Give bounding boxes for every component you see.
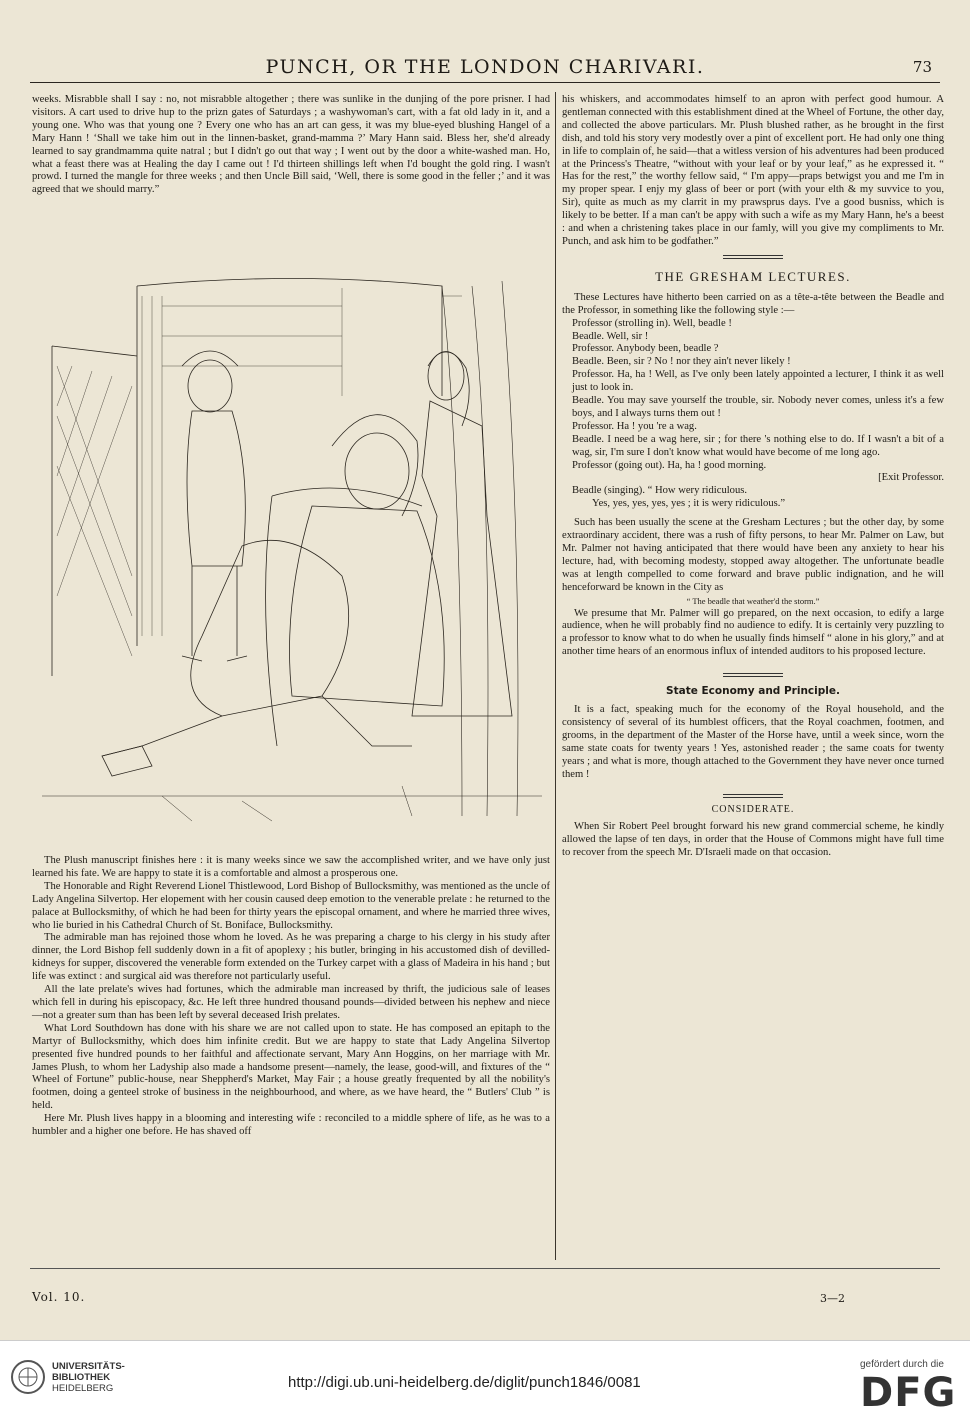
dialogue-line: Beadle. You may save yourself the trouble, sir. Nobody never comes, unless it's a few boys, and I always turns them out ! — [572, 395, 944, 419]
paragraph: It is a fact, speaking much for the economy of the Royal household, and the consistency of several of its humblest officers, that the Royal coachmen, footmen, and grooms, in the department of the Master of the Horse have, until a week since, worn the same state coats for twenty years ! Yes, astonished reader ; the same coats for twenty years ; and what is more, though attached to the Government they have never once turned them ! — [562, 704, 944, 780]
library-name — [52, 1361, 125, 1394]
library-line-1: UNIVERSITÄTS- — [52, 1361, 125, 1372]
page-header — [30, 56, 940, 83]
plush-letter-end: weeks. Misrabble shall I say : no, not misrabble altogether ; there was sunlike in the dunjing of the pore prisner. I had visitors. A cart used to drive hup to the prizn gates of Saturdays ; a washywoman's cart, with a fat old lady in it, and a young one. Who was that young one ? Every one who has an art can gess, it was my blue-eyed blushing Hangel of a Mary Hann ! ‘Shall we take him out in the linnen-basket, grand-mamma ?’ Mary Hann said. Bless her, she'd already learned to say grandmamma quite natral ; but I didn't go out that way ; I went out by the door a white-washed man. Ho, what a feast there was at Healing the day I came out ! I'd thirteen shillings left when I'd bought the gold ring. I wasn't prowd. I turned the mangle for three weeks ; and then Uncle Bill said, ‘Well, there is some good in the feller ;’ and it was agreed that we should marry.” — [32, 94, 550, 196]
funded-by-label: gefördert durch die — [860, 1359, 944, 1370]
signature-mark: 3—2 — [820, 1292, 845, 1305]
dialogue-line: Yes, yes, yes, yes, yes ; it is wery ridiculous.” — [592, 498, 786, 510]
university-seal-icon — [10, 1359, 46, 1395]
dfg-logo: DFG — [860, 1370, 957, 1416]
state-economy-heading: State Economy and Principle. — [666, 685, 840, 698]
plush-story-end: his whiskers, and accommodates himself to an apron with perfect good humour. A gentleman connected with this establishment dined at the Wheel of Fortune, the other day, and collected the above particulars. Mr. Plush blushed rather, as he brought in the first dish, and told his story very modestly over a pint of excellent port. He had only one thing in life to complain of, he said—that a witless version of his adventures had been produced at the Princess's Theatre, “without with your leaf or by your leaf,” as he expressed it. “ Has for the rest,” the worthy fellow said, “ I'm appy—praps betwigst you and me I'm in my proper spear. I enjy my glass of beer or port (with your elth & my suvvice to you, Sir), quite as much as my clarrit in my prawsprus days. I've a good busniss, which is likely to be better. If a man can't be appy with such a wife as my Mary Hann, he's a beest : and when a christening takes place in our famly, will you give my compliments to Mr. Punch, and ask him to be godfather.” — [562, 94, 944, 247]
volume-label: Vol. 10. — [32, 1290, 86, 1304]
stage-direction: [Exit Professor. — [878, 472, 944, 484]
page-number: 73 — [912, 58, 932, 76]
digitization-footer — [0, 1340, 970, 1422]
paragraph: When Sir Robert Peel brought forward his new grand commercial scheme, he kindly allowed the lapse of ten days, in order that the House of Commons might have full time to recover from the speech Mr. D'Israeli made on that occasion. — [562, 821, 944, 859]
dialogue-line: Beadle. Well, sir ! — [572, 330, 649, 342]
paragraph: Such has been usually the scene at the Gresham Lectures ; but the other day, by some extraordinary accident, there was a rush of fifty persons, to hear Mr. Palmer on Law, but Mr. Palmer not having anticipated that there would have been any anxiety to hear his lecture, had, with becoming modesty, stopped away altogether. The unfortunate beadle was at length compelled to come forward and brave public indignation, and he will henceforward be known in the City as — [562, 517, 944, 593]
dialogue — [562, 318, 944, 512]
dialogue-line: Beadle. Been, sir ? No ! nor they ain't never likely ! — [572, 356, 791, 368]
dialogue-line: Beadle (singing). “ How wery ridiculous. — [572, 485, 748, 497]
caption-quote: “ The beadle that weather'd the storm.” — [686, 595, 820, 606]
dialogue-line: Professor. Ha ! you 're a wag. — [572, 420, 697, 432]
engraving-illustration — [42, 276, 542, 836]
paragraph: What Lord Southdown has done with his share we are not called upon to state. He has composed an epitaph to the Martyr of Bullocksmithy, which does him infinite credit. But we are happy to state that Lady Angelina Silvertop presented five hundred pounds to her faithful and affectionate servant, Mary Ann Hoggins, on her marriage with Mr. James Plush, to whom her Ladyship also made a handsome present—namely, the lease, good-will, and fixtures of the “ Wheel of Fortune” public-house, near Sheppherd's Market, May Fair ; a house greatly frequented by all the nobility's footmen, doing a genteel stroke of business in the neighbourhood, and where, as we have heard, the “ Butlers' Club ” is held. — [32, 1022, 550, 1112]
library-line-3: HEIDELBERG — [52, 1383, 114, 1394]
left-column-top — [32, 94, 550, 197]
footer-rule — [30, 1268, 940, 1269]
paragraph: The Honorable and Right Reverend Lionel Thistlewood, Lord Bishop of Bullocksmithy, was mentioned as the uncle of Lady Angelina Silvertop. Her elopement with her cousin caused deep emotion to the venerable prelate : he returned to the palace at Bullocksmithy, of which he had been for thirty years the episcopal ornament, and where he married three wives, who lie buried in his Cathedral Church of St. Boniface, Bullocksmithy. — [32, 880, 550, 931]
considerate-heading: CONSIDERATE. — [711, 803, 795, 815]
section-divider — [723, 673, 783, 677]
paragraph: The Plush manuscript finishes here : it is many weeks since we saw the accomplished writer, and we have only just learned his fate. We are happy to state it is a comfortable and almost a prosperous one. — [32, 855, 550, 879]
paragraph: The admirable man has rejoined those whom he loved. As he was preparing a charge to his clergy in his study after dinner, the Lord Bishop fell suddenly down in a fit of apoplexy ; his butler, bringing in his accustomed dish of devilled-kidneys for supper, discovered the venerable form extended on the Turkey carpet with a glass of Madeira in his hand ; but life was extinct : and surgical aid was therefore not particularly useful. — [32, 932, 550, 983]
dialogue-line: Professor. Anybody been, beadle ? — [572, 343, 719, 355]
paragraph: We presume that Mr. Palmer will go prepared, on the next occasion, to edify a large audience, when he will probably find no audience to edify. It is certainly very puzzling to a professor to know what to do when he usually finds himself “ alone in his glory,” and at another time hears of an enormous influx of intended auditors to his proposed lecture. — [562, 607, 944, 658]
right-column — [562, 94, 944, 860]
section-divider — [723, 255, 783, 259]
gresham-intro: These Lectures have hitherto been carried on as a tête-a-tête between the Beadle and the Professor, in something like the following style :— — [562, 291, 944, 316]
left-column-bottom — [32, 855, 550, 1139]
paragraph: Here Mr. Plush lives happy in a blooming and interesting wife : reconciled to a middle sphere of life, as he was to a humbler and a higher one before. He has shaved off — [32, 1113, 550, 1138]
dialogue-line: Professor. Ha, ha ! Well, as I've only been lately appointed a lecturer, I think it as well just to look in. — [572, 369, 944, 394]
masthead-title: PUNCH, OR THE LONDON CHARIVARI. — [265, 56, 705, 78]
paragraph: All the late prelate's wives had fortunes, which the admirable man increased by thrift, the judicious sale of leases which fell in during his episcopacy, &c. He left three hundred thousand pounds—divided between his nephew and niece—not a greater sum than has been left by several deceased Irish prelates. — [32, 984, 550, 1021]
dialogue-line: Professor (strolling in). Well, beadle ! — [572, 317, 732, 329]
gresham-heading: THE GRESHAM LECTURES. — [655, 268, 851, 284]
section-divider — [723, 794, 783, 798]
library-line-2: BIBLIOTHEK — [52, 1372, 111, 1383]
dialogue-line: Professor (going out). Ha, ha ! good morning. — [572, 459, 767, 471]
permalink-url[interactable]: http://digi.ub.uni-heidelberg.de/diglit/punch1846/0081 — [288, 1374, 641, 1391]
column-divider — [555, 92, 556, 1260]
dialogue-line: Beadle. I need be a wag here, sir ; for there 's nothing else to do. If I wasn't a bit of a wag, sir, I'm sure I don't know what would have become of me long ago. — [572, 433, 944, 458]
